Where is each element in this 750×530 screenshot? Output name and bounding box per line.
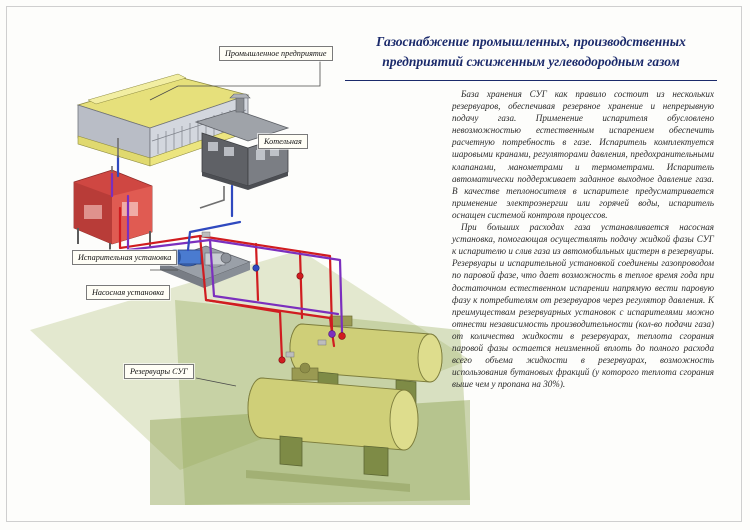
callout-label: Промышленное предприятие [225, 49, 327, 58]
callout-boiler-house [258, 134, 308, 149]
paragraph-2: При больших расходах газа устанавливается насосная установка, помогающая осуществлять подачу жидкой фазы СУГ к испарителю и слив газа из автомобильных цистерн в резервуары. Резервуары и испарительной установкой соединены газопроводом по паровой фазе, что дает возможность в теплое время года при достаточном естественном испарении напрямую вести паровую фазу к потребителям от резервуаров через регулятор давления. К преимуществам резервуарных установок с испарителями можно отнести независимость производительности (кол-во подачи газа) от количества жидкости в резервуарах, теплота сгорания паровой фазы остается неизменной вплоть до полного расхода всего объема жидкости в резервуарах, возможность использования бутановых фракций (у которого теплота сгорания выше чем у пропана на 30%). [452, 222, 714, 390]
diagram-title [345, 32, 717, 72]
callout-label: Испарительная установка [78, 253, 172, 262]
callout-label: Котельная [264, 137, 302, 146]
callout-industrial-enterprise [219, 46, 333, 61]
callout-pump-unit [86, 285, 170, 300]
callout-label: Резервуары СУГ [130, 367, 188, 376]
title-line-1: Газоснабжение промышленных, производственных [376, 34, 686, 49]
description-text [452, 88, 714, 390]
callout-label: Насосная установка [92, 288, 164, 297]
callout-lpg-tanks [124, 364, 194, 379]
title-divider [345, 80, 717, 81]
callout-evaporator-unit [72, 250, 177, 265]
title-line-2: предприятий сжиженным углеводородным газом [382, 54, 680, 69]
paragraph-1: База хранения СУГ как правило состоит из нескольких резервуаров, обеспечивая резервное хранение и непрерывную подачу газа. Применение испарителя обусловлено невозможностью естественным испарением обеспечить расчетную потребность в газе. Испаритель комплектуется шаровыми кранами, регуляторами давления, предохранительными клапанами, манометрами и термометрами. Испаритель автоматически поддерживает заданное выходное давление газа. В качестве теплоносителя в испарителе предусматривается применение электроэнергии или горячей воды, испаритель оснащен системой контроля процессов. [452, 89, 714, 220]
